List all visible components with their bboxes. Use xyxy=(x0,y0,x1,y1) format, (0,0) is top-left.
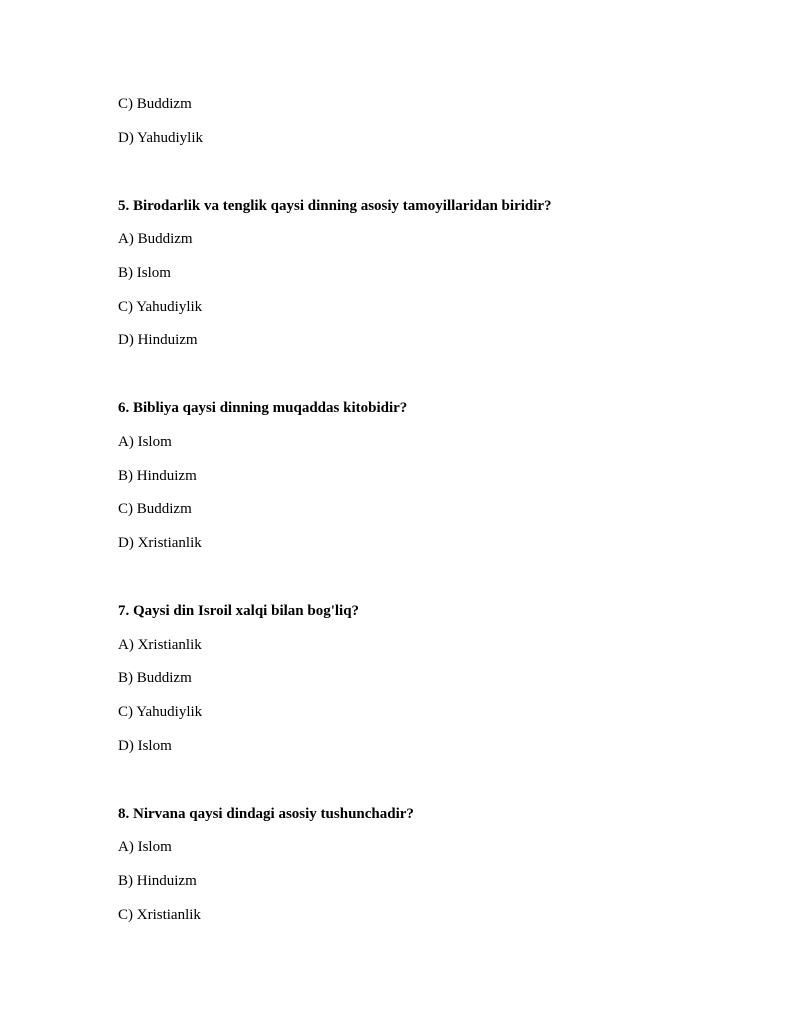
question-6-text: 6. Bibliya qaysi dinning muqaddas kitobidir? xyxy=(118,400,408,416)
answer-option: D) Xristianlik xyxy=(118,535,202,551)
answer-option: C) Yahudiylik xyxy=(118,704,203,720)
answer-option: C) Buddizm xyxy=(118,96,192,112)
answer-option: D) Hinduizm xyxy=(118,332,198,348)
question-5-text: 5. Birodarlik va tenglik qaysi dinning asosiy tamoyillaridan biridir? xyxy=(118,198,552,214)
answer-option: D) Islom xyxy=(118,738,172,754)
answer-option: A) Islom xyxy=(118,839,172,855)
answer-option: C) Xristianlik xyxy=(118,907,201,923)
answer-option: A) Buddizm xyxy=(118,231,193,247)
answer-option: B) Buddizm xyxy=(118,670,192,686)
answer-option: B) Hinduizm xyxy=(118,468,197,484)
answer-option: C) Buddizm xyxy=(118,501,192,517)
answer-option: B) Hinduizm xyxy=(118,873,197,889)
answer-option: A) Xristianlik xyxy=(118,637,202,653)
answer-option: D) Yahudiylik xyxy=(118,130,204,146)
answer-option: B) Islom xyxy=(118,265,171,281)
answer-option: A) Islom xyxy=(118,434,172,450)
question-7-text: 7. Qaysi din Isroil xalqi bilan bog'liq? xyxy=(118,603,360,619)
question-8-text: 8. Nirvana qaysi dindagi asosiy tushunchadir? xyxy=(118,806,414,822)
answer-option: C) Yahudiylik xyxy=(118,299,203,315)
